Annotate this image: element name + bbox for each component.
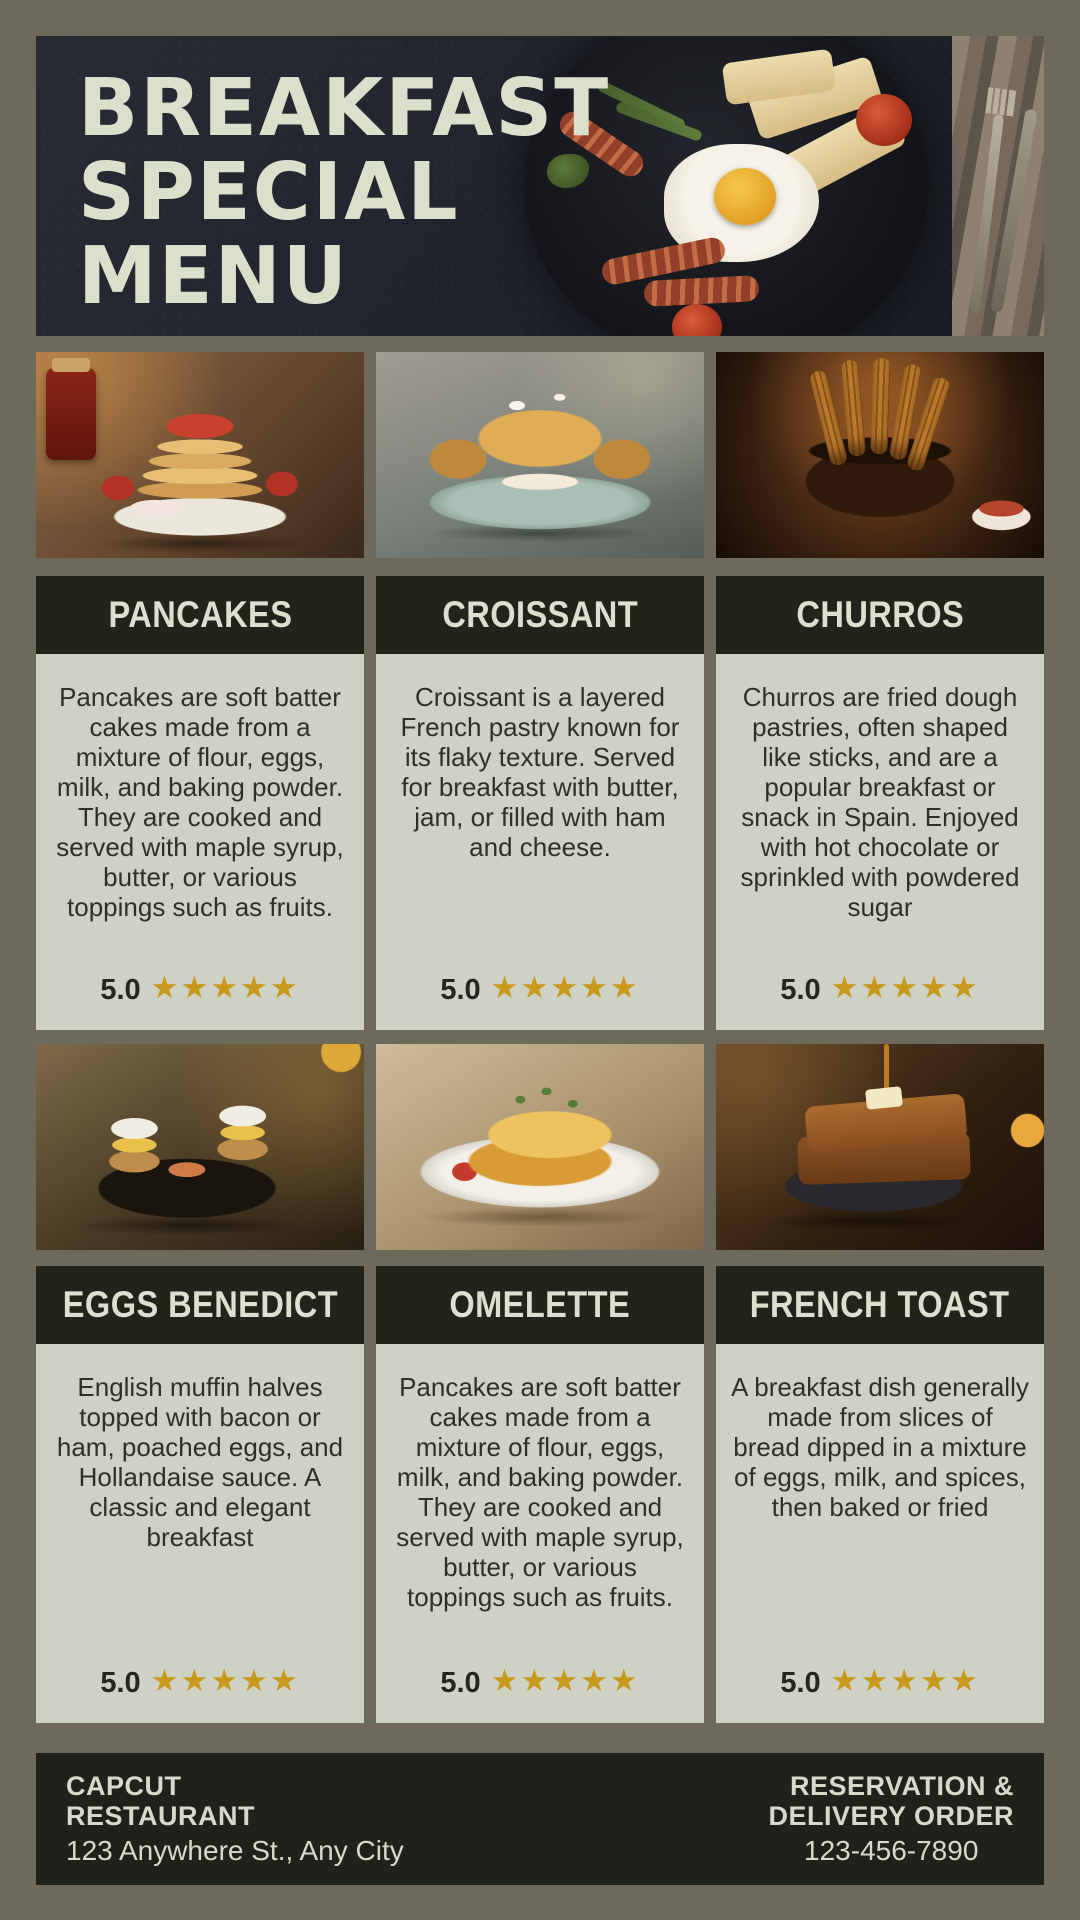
footer-bar (36, 1753, 1044, 1885)
rating-stars-icon: ★★★★★ (830, 970, 980, 1006)
restaurant-name-line2: RESTAURANT (66, 1800, 255, 1831)
churro-stick-shape (841, 359, 866, 456)
rating-value: 5.0 (440, 1667, 481, 1699)
photo-row-1 (36, 352, 1044, 558)
menu-card-omelette (376, 1266, 704, 1723)
card-body (36, 1344, 364, 1723)
rating-value: 5.0 (440, 974, 481, 1006)
card-row-1 (36, 576, 1044, 1030)
croissant-photo (376, 352, 704, 558)
rating-value: 5.0 (100, 1667, 141, 1699)
card-description: Pancakes are soft batter cakes made from a mixture of flour, eggs, milk, and baking powder. They are cooked and served with maple syrup, butter, or various toppings such as fruits. (56, 682, 344, 922)
card-body (376, 654, 704, 1030)
card-title (376, 576, 704, 654)
restaurant-address: 123 Anywhere St., Any City (66, 1834, 404, 1866)
rating-stars-icon: ★★★★★ (490, 1663, 640, 1699)
card-row-2 (36, 1266, 1044, 1723)
jam-jar-shape (46, 368, 96, 460)
card-body (716, 1344, 1044, 1723)
rating-stars-icon: ★★★★★ (830, 1663, 980, 1699)
omelette-photo (376, 1044, 704, 1250)
card-body (376, 1344, 704, 1723)
restaurant-name-line1: CAPCUT (66, 1770, 182, 1801)
menu-card-croissant (376, 576, 704, 1030)
page-title-line2: SPECIAL (78, 146, 460, 238)
card-title (716, 576, 1044, 654)
card-title-text: OMELETTE (449, 1284, 631, 1325)
phone-number: 123-456-7890 (804, 1834, 979, 1866)
rating-stars-icon: ★★★★★ (490, 970, 640, 1006)
rating-value: 5.0 (780, 974, 821, 1006)
rating-row (51, 970, 349, 1008)
rating-row (731, 970, 1029, 1008)
card-title-text: CROISSANT (442, 594, 638, 635)
egg-yolk-shape (714, 168, 776, 225)
card-title-text: CHURROS (796, 594, 964, 635)
card-body (716, 654, 1044, 1030)
menu-card-pancakes (36, 576, 364, 1030)
header-banner (36, 36, 1044, 336)
rating-value: 5.0 (780, 1667, 821, 1699)
rating-row (731, 1663, 1029, 1701)
reservation-info (768, 1771, 1014, 1868)
card-body (36, 654, 364, 1030)
card-title-text: PANCAKES (108, 594, 292, 635)
card-title-text: EGGS BENEDICT (62, 1284, 338, 1325)
reservation-label-line1: RESERVATION & (789, 1770, 1014, 1801)
card-description: Churros are fried dough pastries, often shaped like sticks, and are a popular breakfast or snack in Spain. Enjoyed with hot chocolate or sprinkled with powdered sugar (740, 682, 1020, 922)
butter-shape (865, 1086, 903, 1110)
rating-row (391, 1663, 689, 1701)
page-title (78, 62, 611, 322)
menu-card-churros (716, 576, 1044, 1030)
reservation-label-line2: DELIVERY ORDER (768, 1800, 1014, 1831)
card-description: English muffin halves topped with bacon or ham, poached eggs, and Hollandaise sauce. A classic and elegant breakfast (56, 1372, 344, 1552)
card-title (376, 1266, 704, 1344)
rating-stars-icon: ★★★★★ (150, 970, 300, 1006)
rating-row (51, 1663, 349, 1701)
restaurant-info (66, 1771, 404, 1868)
eggs-benedict-photo (36, 1044, 364, 1250)
pancakes-photo (36, 352, 364, 558)
photo-row-2 (36, 1044, 1044, 1250)
page-title-line3: MENU (78, 230, 349, 322)
churros-photo (716, 352, 1044, 558)
card-title-text: FRENCH TOAST (750, 1284, 1010, 1325)
card-title (716, 1266, 1044, 1344)
menu-card-eggs-benedict (36, 1266, 364, 1723)
tomato-shape (856, 94, 912, 146)
card-title (36, 1266, 364, 1344)
rating-value: 5.0 (100, 974, 141, 1006)
card-description: Pancakes are soft batter cakes made from a mixture of flour, eggs, milk, and baking powder. They are cooked and served with maple syrup, butter, or various toppings such as fruits. (396, 1372, 684, 1612)
page-title-line1: BREAKFAST (78, 62, 611, 154)
churro-stick-shape (870, 358, 890, 455)
card-description: A breakfast dish generally made from slices of bread dipped in a mixture of eggs, milk, and spices, then baked or fried (731, 1372, 1029, 1522)
rating-stars-icon: ★★★★★ (150, 1663, 300, 1699)
french-toast-photo (716, 1044, 1044, 1250)
menu-card-french-toast (716, 1266, 1044, 1723)
card-title (36, 576, 364, 654)
rating-row (391, 970, 689, 1008)
card-description: Croissant is a layered French pastry known for its flaky texture. Served for breakfast with butter, jam, or filled with ham and cheese. (400, 682, 680, 862)
